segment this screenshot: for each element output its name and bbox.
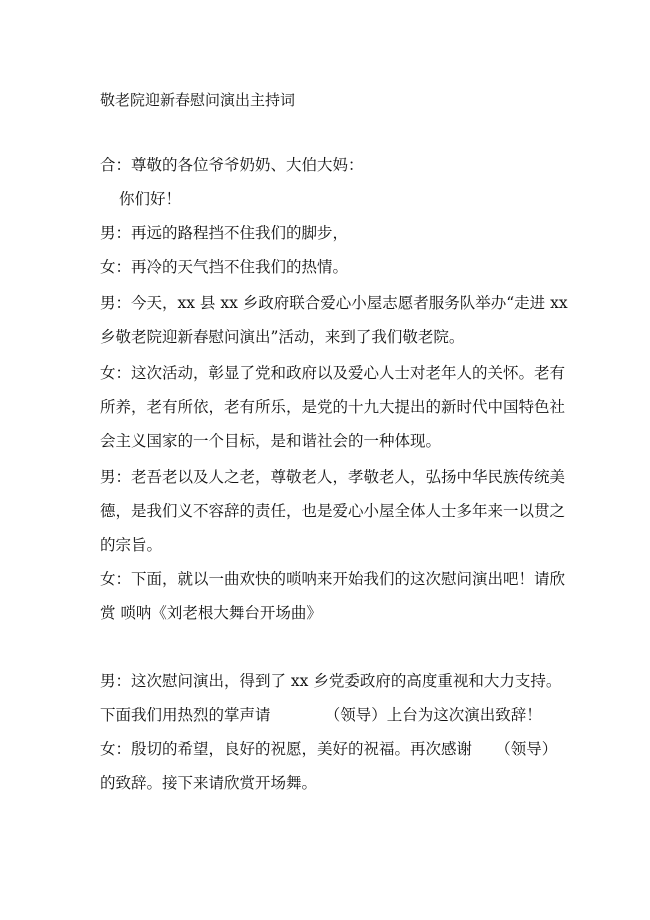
text-line: 所养，老有所依，老有所乐，是党的十九大提出的新时代中国特色社 — [100, 398, 566, 416]
text-line: 男：今天，xx 县 xx 乡政府联合爱心小屋志愿者服务队举办“走进 xx — [100, 294, 568, 312]
text-line: 会主义国家的一个目标，是和谐社会的一种体现。 — [100, 432, 442, 450]
paragraph-female-2 — [100, 356, 566, 458]
paragraph-male-3 — [100, 460, 566, 562]
text-line: 合：尊敬的各位爷爷奶奶、大伯大妈： — [100, 156, 364, 174]
paragraph-female-4 — [100, 732, 560, 800]
text-line: 女：这次活动，彰显了党和政府以及爱心人士对老年人的关怀。老有 — [100, 364, 566, 382]
text-line: 男：这次慰问演出，得到了 xx 乡党委政府的高度重视和大力支持。 — [100, 672, 562, 690]
paragraph-male-2 — [100, 286, 568, 354]
text-line: 的宗旨。 — [100, 536, 163, 554]
paragraph-male-4 — [100, 664, 560, 732]
text-line: 你们好！ — [119, 190, 182, 208]
text-line: 男：老吾老以及人之老，尊敬老人，孝敬老人，弘扬中华民族传统美 — [100, 468, 566, 486]
text-line: 的致辞。接下来请欣赏开场舞。 — [100, 774, 318, 792]
paragraph-female-3 — [100, 562, 566, 630]
text-line: 下面我们用热烈的掌声请 （领导）上台为这次演出致辞！ — [100, 706, 542, 724]
text-line: 女：下面，就以一曲欢快的唢呐来开始我们的这次慰问演出吧！请欣 — [100, 570, 566, 588]
document-title: 敬老院迎新春慰问演出主持词 — [100, 91, 296, 109]
text-line: 赏 唢呐《刘老根大舞台开场曲》 — [100, 604, 322, 622]
text-line: 德，是我们义不容辞的责任，也是爱心小屋全体人士多年来一以贯之 — [100, 502, 566, 520]
text-line: 男：再远的路程挡不住我们的脚步， — [100, 224, 349, 242]
paragraph-female-1 — [100, 250, 560, 284]
paragraph-hello — [100, 182, 579, 216]
text-line: 女：殷切的希望，良好的祝愿，美好的祝福。再次感谢 （领导） — [100, 740, 558, 758]
text-line: 乡敬老院迎新春慰问演出”活动，来到了我们敬老院。 — [100, 328, 465, 346]
text-line: 女：再冷的天气挡不住我们的热情。 — [100, 258, 349, 276]
paragraph-male-1 — [100, 216, 560, 250]
paragraph-greeting-all — [100, 148, 560, 182]
